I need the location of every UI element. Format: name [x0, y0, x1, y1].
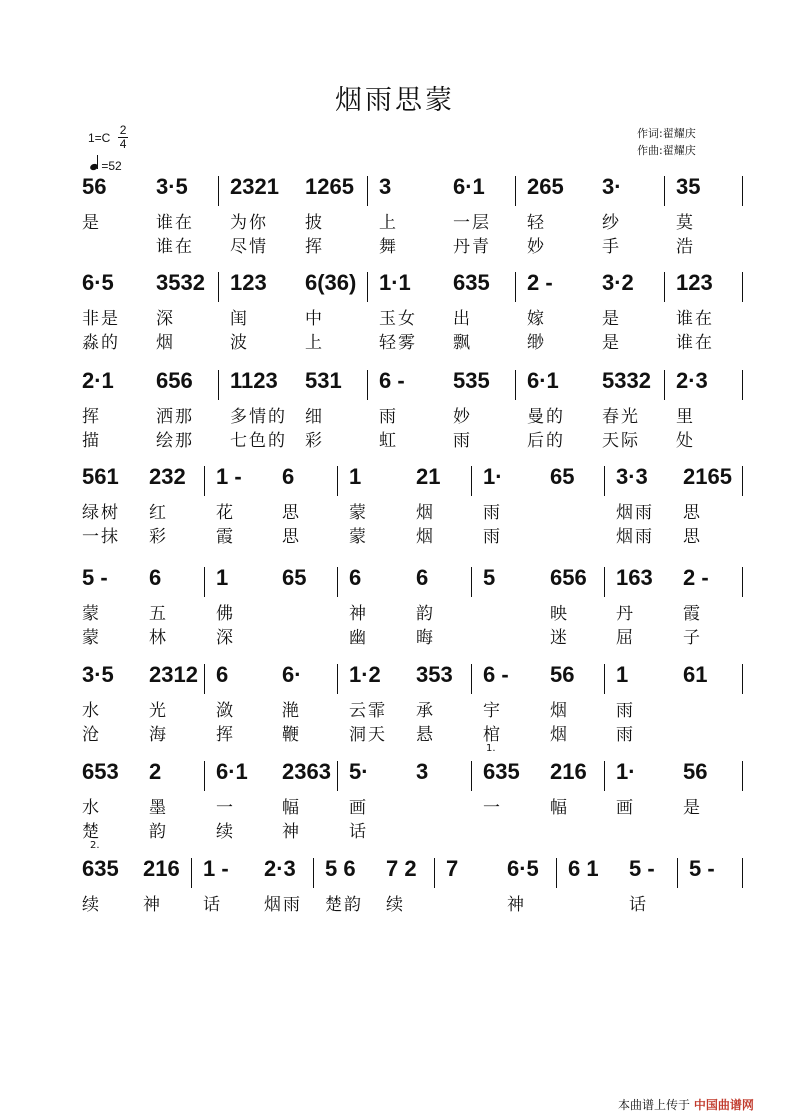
- note-group: 56: [82, 174, 107, 199]
- note-group: 2·1: [82, 368, 114, 393]
- lyric-syllable: 海: [149, 725, 168, 745]
- lyric-syllable: 光: [149, 701, 168, 721]
- lyric-syllable: 丹青: [453, 237, 491, 257]
- credits: [637, 125, 696, 159]
- score-system: [76, 172, 744, 256]
- lyric-syllable: 飘: [453, 333, 472, 353]
- barline: [515, 370, 516, 400]
- note-group: 561: [82, 464, 119, 489]
- lyric-syllable: 浩: [676, 237, 695, 257]
- note-group: 1: [349, 464, 362, 489]
- score-system: [76, 743, 744, 842]
- lyric-syllable: 披: [305, 213, 324, 233]
- note-group: 2321: [230, 174, 279, 199]
- score-system: [76, 660, 744, 744]
- lyric-syllable: 非是: [82, 309, 120, 329]
- lyric-syllable: 蒙: [349, 503, 368, 523]
- lyric-syllable: 尽情: [230, 237, 268, 257]
- lyric-syllable: 七色的: [230, 431, 287, 451]
- lyric-syllable: 雨: [453, 431, 472, 451]
- barline: [367, 370, 368, 400]
- lyric-syllable: 深: [156, 309, 175, 329]
- lyric-syllable: 烟: [156, 333, 175, 353]
- lyric-syllable: 轻: [527, 213, 546, 233]
- note-group: 2·3: [264, 856, 296, 881]
- lyric-syllable: 神: [507, 895, 526, 915]
- barline: [204, 664, 205, 694]
- footer-text: 本曲谱上传于: [618, 1098, 691, 1112]
- notation-line: [76, 854, 744, 890]
- note-group: 5 -: [82, 565, 108, 590]
- lyric-syllable: 谁在: [676, 333, 714, 353]
- note-group: 56: [683, 759, 708, 784]
- lyric-syllable: 是: [602, 309, 621, 329]
- lyric-syllable: 天际: [602, 431, 640, 451]
- notation-line: [76, 563, 744, 599]
- lyric-syllable: 上: [379, 213, 398, 233]
- lyric-syllable: 神: [282, 822, 301, 842]
- page-title: 烟雨思蒙: [335, 85, 455, 116]
- lyric-syllable: 楚韵: [325, 895, 363, 915]
- note-group: 6 1: [568, 856, 599, 881]
- lyric-syllable: 处: [676, 431, 695, 451]
- note-group: 353: [416, 662, 453, 687]
- note-group: 3·2: [602, 270, 634, 295]
- barline: [471, 761, 472, 791]
- lyric-syllable: 雨: [379, 407, 398, 427]
- lyric-line: [76, 426, 744, 450]
- lyric-syllable: 话: [203, 895, 222, 915]
- lyric-syllable: 水: [82, 798, 101, 818]
- lyric-syllable: 幅: [550, 798, 569, 818]
- note-group: 3: [416, 759, 429, 784]
- lyric-line: [76, 817, 744, 841]
- notation-line: [76, 660, 744, 696]
- barline: [204, 466, 205, 496]
- note-group: 61: [683, 662, 708, 687]
- lyric-syllable: 一: [483, 798, 502, 818]
- notation-line: [76, 757, 744, 793]
- lyric-syllable: 多情的: [230, 407, 287, 427]
- barline: [604, 761, 605, 791]
- lyric-syllable: 淼的: [82, 333, 120, 353]
- barline: [337, 567, 338, 597]
- lyric-syllable: 妙: [453, 407, 472, 427]
- lyric-syllable: 是: [82, 213, 101, 233]
- lyric-syllable: 思: [683, 527, 702, 547]
- lyric-syllable: 一抹: [82, 527, 120, 547]
- lyric-syllable: 彩: [149, 527, 168, 547]
- note-group: 5332: [602, 368, 651, 393]
- lyric-syllable: 悬: [416, 725, 435, 745]
- note-group: 6 -: [483, 662, 509, 687]
- lyric-syllable: 蒙: [82, 628, 101, 648]
- note-group: 2165: [683, 464, 732, 489]
- note-group: 35: [676, 174, 701, 199]
- barline: [434, 858, 435, 888]
- lyric-syllable: 神: [143, 895, 162, 915]
- lyric-syllable: 舞: [379, 237, 398, 257]
- lyric-syllable: 出: [453, 309, 472, 329]
- lyric-syllable: 续: [216, 822, 235, 842]
- lyric-syllable: 画: [349, 798, 368, 818]
- lyric-syllable: 里: [676, 407, 695, 427]
- note-group: 216: [143, 856, 180, 881]
- lyric-syllable: 蒙: [349, 527, 368, 547]
- lyric-line: [76, 402, 744, 426]
- barline: [204, 567, 205, 597]
- note-group: 2312: [149, 662, 198, 687]
- lyric-syllable: 洞天: [349, 725, 387, 745]
- note-group: 1·2: [349, 662, 381, 687]
- note-group: 5 -: [629, 856, 655, 881]
- lyric-syllable: 楚: [82, 822, 101, 842]
- lyric-syllable: 幽: [349, 628, 368, 648]
- lyric-syllable: 韵: [149, 822, 168, 842]
- note-group: 6: [416, 565, 429, 590]
- note-group: 1 -: [203, 856, 229, 881]
- lyric-syllable: 烟: [416, 503, 435, 523]
- lyric-syllable: 五: [149, 604, 168, 624]
- note-group: 1 -: [216, 464, 242, 489]
- note-group: 6·1: [453, 174, 485, 199]
- note-group: 6·5: [507, 856, 539, 881]
- note-group: 123: [676, 270, 713, 295]
- lyric-syllable: 谁在: [676, 309, 714, 329]
- lyric-syllable: 林: [149, 628, 168, 648]
- note-group: 635: [483, 759, 520, 784]
- lyric-syllable: 画: [616, 798, 635, 818]
- time-signature: [118, 124, 129, 151]
- note-group: 1·: [483, 464, 503, 489]
- note-group: 2 -: [683, 565, 709, 590]
- lyric-syllable: 春光: [602, 407, 640, 427]
- notation-line: [76, 268, 744, 304]
- barline: [664, 272, 665, 302]
- barline: [664, 176, 665, 206]
- barline: [604, 664, 605, 694]
- lyric-syllable: 宇: [483, 701, 502, 721]
- barline: [742, 664, 743, 694]
- lyric-syllable: 妙: [527, 237, 546, 257]
- note-group: 656: [550, 565, 587, 590]
- barline: [664, 370, 665, 400]
- barline: [604, 466, 605, 496]
- lyric-syllable: 佛: [216, 604, 235, 624]
- lyric-line: [76, 208, 744, 232]
- note-group: 21: [416, 464, 441, 489]
- lyric-line: [76, 232, 744, 256]
- quarter-note-icon: [89, 163, 99, 171]
- lyric-syllable: 花: [216, 503, 235, 523]
- lyric-syllable: 闺: [230, 309, 249, 329]
- note-group: 6·5: [82, 270, 114, 295]
- lyric-syllable: 鞭: [282, 725, 301, 745]
- score-system: [76, 268, 744, 352]
- lyric-syllable: 是: [683, 798, 702, 818]
- time-bottom: 4: [119, 137, 127, 151]
- barline: [471, 664, 472, 694]
- lyric-syllable: 烟: [416, 527, 435, 547]
- lyric-syllable: 水: [82, 701, 101, 721]
- lyric-syllable: 波: [230, 333, 249, 353]
- lyric-syllable: 绿树: [82, 503, 120, 523]
- volta-mark: 2.: [90, 840, 100, 851]
- barline: [515, 176, 516, 206]
- time-top: 2: [119, 123, 127, 137]
- lyric-syllable: 思: [282, 527, 301, 547]
- lyric-syllable: 洒那: [156, 407, 194, 427]
- lyric-syllable: 挥: [216, 725, 235, 745]
- lyric-syllable: 一: [216, 798, 235, 818]
- lyric-syllable: 雨: [483, 527, 502, 547]
- lyric-syllable: 玉女: [379, 309, 417, 329]
- lyric-syllable: 谁在: [156, 237, 194, 257]
- notation-line: [76, 172, 744, 208]
- lyric-syllable: 神: [349, 604, 368, 624]
- score-system: [76, 366, 744, 450]
- lyric-syllable: 烟雨: [264, 895, 302, 915]
- note-group: 6·1: [216, 759, 248, 784]
- note-group: 56: [550, 662, 575, 687]
- lyric-syllable: 幅: [282, 798, 301, 818]
- score-system: [76, 840, 744, 915]
- lyric-syllable: 迷: [550, 628, 569, 648]
- note-group: 6: [149, 565, 162, 590]
- lyric-syllable: 墨: [149, 798, 168, 818]
- lyric-syllable: 虹: [379, 431, 398, 451]
- lyricist: 作词:翟耀庆: [637, 127, 696, 140]
- note-group: 123: [230, 270, 267, 295]
- lyric-line: [76, 328, 744, 352]
- composer: 作曲:翟耀庆: [637, 144, 696, 157]
- note-group: 6: [282, 464, 295, 489]
- note-group: 163: [616, 565, 653, 590]
- barline: [742, 858, 743, 888]
- lyric-syllable: 莫: [676, 213, 695, 233]
- barline: [742, 466, 743, 496]
- note-group: 635: [453, 270, 490, 295]
- note-group: 5 -: [689, 856, 715, 881]
- note-group: 3: [379, 174, 392, 199]
- lyric-syllable: 雨: [483, 503, 502, 523]
- note-group: 6(36): [305, 270, 357, 295]
- lyric-syllable: 手: [602, 237, 621, 257]
- lyric-syllable: 挥: [305, 237, 324, 257]
- barline: [367, 272, 368, 302]
- note-group: 6 -: [379, 368, 405, 393]
- note-group: 5: [483, 565, 496, 590]
- lyric-syllable: 子: [683, 628, 702, 648]
- note-group: 1: [616, 662, 629, 687]
- lyric-syllable: 潋: [216, 701, 235, 721]
- note-group: 3·5: [156, 174, 188, 199]
- barline: [337, 466, 338, 496]
- barline: [218, 370, 219, 400]
- notation-line: [76, 462, 744, 498]
- lyric-syllable: 晦: [416, 628, 435, 648]
- barline: [742, 567, 743, 597]
- lyric-line: [76, 304, 744, 328]
- note-group: 1123: [230, 368, 278, 393]
- barline: [471, 567, 472, 597]
- lyric-syllable: 烟雨: [616, 527, 654, 547]
- note-group: 6: [349, 565, 362, 590]
- note-group: 1·1: [379, 270, 411, 295]
- barline: [742, 761, 743, 791]
- barline: [337, 664, 338, 694]
- barline: [313, 858, 314, 888]
- note-group: 535: [453, 368, 490, 393]
- lyric-syllable: 烟雨: [616, 503, 654, 523]
- barline: [742, 176, 743, 206]
- barline: [604, 567, 605, 597]
- barline: [556, 858, 557, 888]
- score-system: [76, 462, 744, 546]
- note-group: 3·3: [616, 464, 648, 489]
- lyric-syllable: 彩: [305, 431, 324, 451]
- lyric-syllable: 思: [282, 503, 301, 523]
- note-group: 6·: [282, 662, 302, 687]
- lyric-syllable: 是: [602, 333, 621, 353]
- note-group: 7 2: [386, 856, 417, 881]
- lyric-line: [76, 623, 744, 647]
- lyric-syllable: 纱: [602, 213, 621, 233]
- lyric-line: [76, 599, 744, 623]
- tempo-mark: [90, 155, 122, 173]
- footer: [618, 1096, 754, 1113]
- lyric-line: [76, 696, 744, 720]
- barline: [337, 761, 338, 791]
- note-group: 656: [156, 368, 193, 393]
- note-group: 635: [82, 856, 119, 881]
- lyric-syllable: 映: [550, 604, 569, 624]
- note-group: 3·: [602, 174, 622, 199]
- volta-mark: 1.: [486, 743, 496, 754]
- key-signature: [88, 124, 128, 151]
- lyric-syllable: 后的: [527, 431, 565, 451]
- lyric-syllable: 云霏: [349, 701, 387, 721]
- lyric-syllable: 曼的: [527, 407, 565, 427]
- note-group: 653: [82, 759, 119, 784]
- key-text: 1=C: [88, 130, 111, 145]
- barline: [191, 858, 192, 888]
- lyric-syllable: 滟: [282, 701, 301, 721]
- note-group: 216: [550, 759, 587, 784]
- lyric-syllable: 雨: [616, 701, 635, 721]
- lyric-syllable: 蒙: [82, 604, 101, 624]
- note-group: 65: [550, 464, 575, 489]
- lyric-syllable: 红: [149, 503, 168, 523]
- lyric-syllable: 续: [386, 895, 405, 915]
- note-group: 531: [305, 368, 342, 393]
- note-group: 1: [216, 565, 229, 590]
- lyric-line: [76, 498, 744, 522]
- note-group: 6·1: [527, 368, 559, 393]
- lyric-line: [76, 522, 744, 546]
- barline: [218, 272, 219, 302]
- barline: [677, 858, 678, 888]
- lyric-syllable: 霞: [216, 527, 235, 547]
- notation-line: [76, 366, 744, 402]
- lyric-syllable: 沧: [82, 725, 101, 745]
- barline: [515, 272, 516, 302]
- note-group: 3532: [156, 270, 205, 295]
- lyric-syllable: 续: [82, 895, 101, 915]
- barline: [204, 761, 205, 791]
- score-system: [76, 563, 744, 647]
- lyric-syllable: 中: [305, 309, 324, 329]
- lyric-syllable: 霞: [683, 604, 702, 624]
- note-group: 65: [282, 565, 307, 590]
- lyric-syllable: 一层: [453, 213, 491, 233]
- lyric-syllable: 承: [416, 701, 435, 721]
- tempo-value: =52: [101, 159, 122, 173]
- lyric-syllable: 嫁: [527, 309, 546, 329]
- lyric-syllable: 缈: [527, 333, 546, 353]
- note-group: 5 6: [325, 856, 356, 881]
- lyric-syllable: 为你: [230, 213, 268, 233]
- lyric-syllable: 上: [305, 333, 324, 353]
- note-group: 5·: [349, 759, 369, 784]
- lyric-syllable: 挥: [82, 407, 101, 427]
- barline: [742, 370, 743, 400]
- note-group: 1265: [305, 174, 354, 199]
- note-group: 6: [216, 662, 229, 687]
- site-logo: 中国曲谱网: [693, 1098, 754, 1112]
- lyric-syllable: 细: [305, 407, 324, 427]
- lyric-syllable: 深: [216, 628, 235, 648]
- note-group: 1·: [616, 759, 636, 784]
- lyric-syllable: 思: [683, 503, 702, 523]
- barline: [367, 176, 368, 206]
- lyric-syllable: 烟: [550, 701, 569, 721]
- lyric-syllable: 谁在: [156, 213, 194, 233]
- note-group: 7: [446, 856, 459, 881]
- lyric-syllable: 烟: [550, 725, 569, 745]
- barline: [218, 176, 219, 206]
- note-group: 232: [149, 464, 186, 489]
- lyric-line: [76, 793, 744, 817]
- lyric-syllable: 话: [349, 822, 368, 842]
- lyric-syllable: 屈: [616, 628, 635, 648]
- note-group: 2 -: [527, 270, 553, 295]
- note-group: 265: [527, 174, 564, 199]
- lyric-syllable: 棺: [483, 725, 502, 745]
- lyric-syllable: 丹: [616, 604, 635, 624]
- lyric-syllable: 话: [629, 895, 648, 915]
- barline: [742, 272, 743, 302]
- note-group: 2: [149, 759, 162, 784]
- lyric-syllable: 描: [82, 431, 101, 451]
- lyric-line: [76, 720, 744, 744]
- lyric-syllable: 轻雾: [379, 333, 417, 353]
- note-group: 3·5: [82, 662, 114, 687]
- lyric-syllable: 韵: [416, 604, 435, 624]
- lyric-line: [76, 890, 744, 914]
- barline: [471, 466, 472, 496]
- lyric-syllable: 雨: [616, 725, 635, 745]
- note-group: 2363: [282, 759, 331, 784]
- note-group: 2·3: [676, 368, 708, 393]
- lyric-syllable: 绘那: [156, 431, 194, 451]
